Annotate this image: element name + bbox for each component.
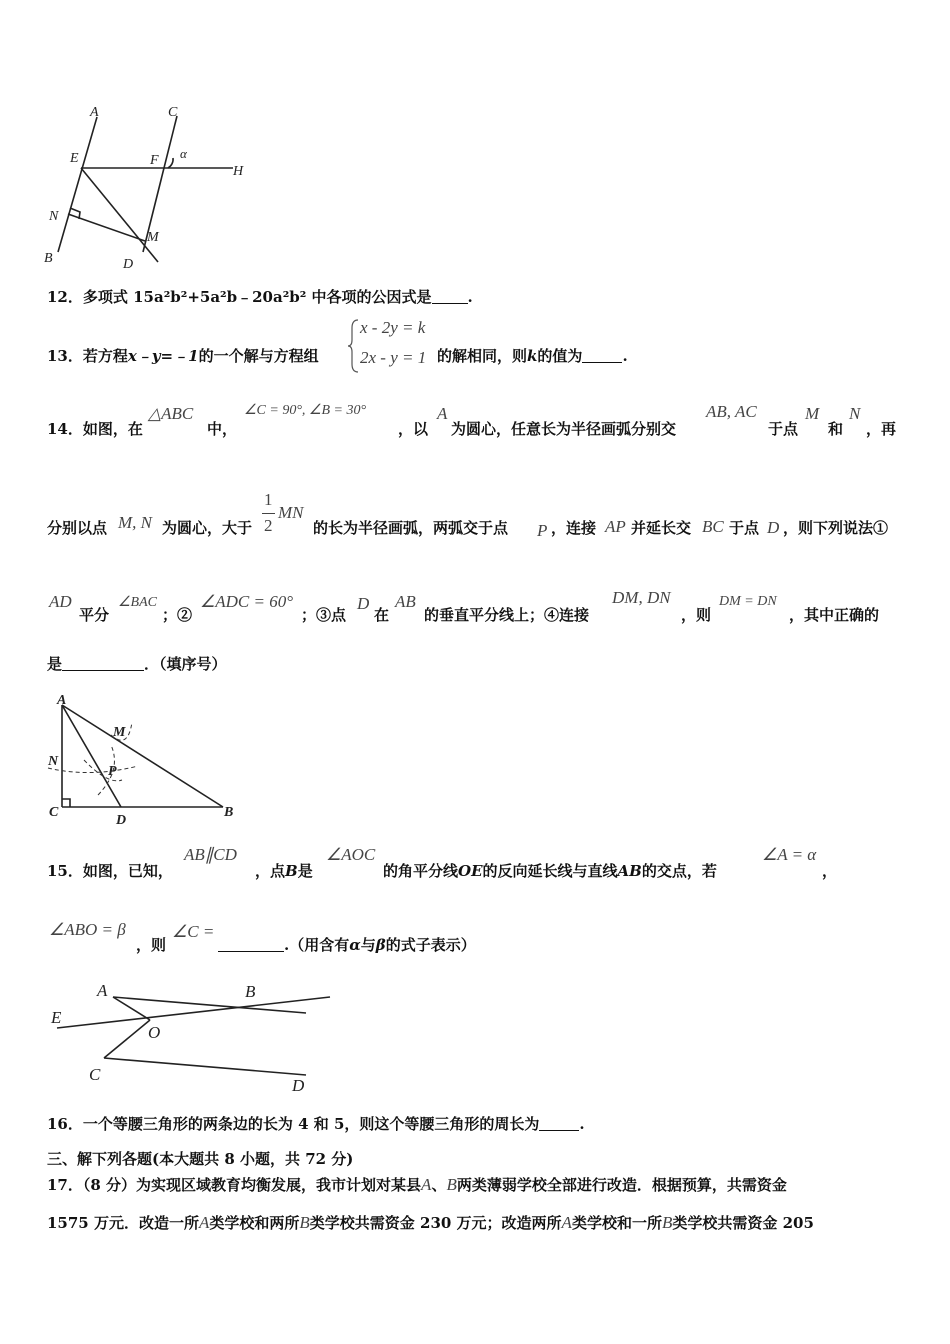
q13-k: k xyxy=(527,347,538,365)
q14-number: 14．如图，在 xyxy=(47,420,143,438)
q14-text-shi: 是 xyxy=(47,655,63,673)
q14-angle-adc: ∠ADC = 60° xyxy=(200,592,294,611)
q14-text-zai2: 在 xyxy=(374,606,390,624)
q17-class-b: B xyxy=(446,1175,457,1194)
q14-dm-eq-dn: DM = DN xyxy=(719,594,777,609)
fig1-label-m: M xyxy=(147,230,159,245)
q12-number: 12． xyxy=(47,288,83,306)
q16-answer-blank[interactable] xyxy=(539,1116,579,1131)
fig3-label-a: A xyxy=(97,981,108,1000)
fig3-label-b: B xyxy=(245,982,256,1001)
figure-right-triangle xyxy=(40,690,250,830)
q14-text-zhong: 中， xyxy=(207,420,238,438)
q13-tail xyxy=(437,345,628,366)
fig2-label-b: B xyxy=(224,805,234,820)
fig1-label-f: F xyxy=(150,153,159,168)
q16-end: . xyxy=(579,1115,585,1133)
fig1-label-n: N xyxy=(49,209,59,224)
q14-text-correct: ，其中正确的 xyxy=(789,606,880,624)
q14-point-d2: D xyxy=(357,594,370,613)
q17-class-a2: A xyxy=(198,1213,210,1232)
q14-ab-ac: AB, AC xyxy=(706,402,757,421)
q14-text-pingfen: 平分 xyxy=(79,606,110,624)
q17-class-a: A xyxy=(421,1175,432,1194)
q14-text-yudian: 于点 xyxy=(768,420,799,438)
q15-angle-aoc: ∠AOC xyxy=(326,845,376,864)
q13-post2: 的值为 xyxy=(537,347,583,365)
q14-angles: ∠C = 90°, ∠B = 30° xyxy=(244,403,367,418)
q14-frac-den: 2 xyxy=(264,516,273,535)
q16-number: 16． xyxy=(47,1115,83,1133)
q14-point-n: N xyxy=(849,404,861,423)
q15-tail: .（用含有α与β的式子表示） xyxy=(218,934,476,955)
q14-frac-bar xyxy=(262,513,275,514)
q15-text-ze: ，则 xyxy=(136,936,167,954)
q14-frac-num: 1 xyxy=(264,490,273,509)
q14-text-line2g: ，则下列说法① xyxy=(783,519,889,537)
q17-class-b2: B xyxy=(299,1213,310,1232)
q15-angle-abo: ∠ABO = β xyxy=(49,920,126,939)
q14-points-mn: M, N xyxy=(118,513,152,532)
q16-text: 一个等腰三角形的两条边的长为 4 和 5，则这个等腰三角形的周长为 xyxy=(82,1115,540,1133)
q17-text-2c: 类学校共需资金 230 万元；改造两所 xyxy=(309,1214,562,1232)
q13-answer-blank[interactable] xyxy=(582,348,622,363)
q14-text-arc: 为圆心，任意长为半径画弧分别交 xyxy=(451,420,677,438)
q12-text: 多项式 15a²b²+5a²b﹣20a²b² 中各项的公因式是 xyxy=(82,288,432,306)
q12-answer-blank[interactable] xyxy=(432,289,468,304)
q14-text-line2e: 并延长交 xyxy=(631,519,692,537)
q15-number: 15．如图，已知， xyxy=(47,862,173,880)
q13-end: . xyxy=(622,347,628,365)
q17-text-2a: 1575 万元．改造一所 xyxy=(47,1214,199,1232)
q15-comma: ， xyxy=(822,862,838,880)
q14-dm-dn: DM, DN xyxy=(612,588,671,607)
q14-text-line2b: 为圆心，大于 xyxy=(162,519,253,537)
fig1-label-e: E xyxy=(70,151,79,166)
q14-answer-blank[interactable] xyxy=(62,656,144,671)
q17-line1 xyxy=(47,1174,787,1195)
fig2-label-a: A xyxy=(57,693,67,708)
q17-class-a3: A xyxy=(561,1213,572,1232)
q15-angle-a-alpha: ∠A = α xyxy=(762,845,817,864)
q17-text-2e: 类学校共需资金 205 xyxy=(672,1214,814,1232)
q14-text-line2f: 于点 xyxy=(729,519,760,537)
fig3-label-o: O xyxy=(148,1023,161,1042)
q14-seg-ap: AP xyxy=(605,517,626,536)
q15-answer-blank[interactable] xyxy=(218,937,284,952)
fig1-label-d: D xyxy=(123,257,134,272)
q13-system-eq2: 2x - y = 1 xyxy=(360,348,427,367)
q12-end: . xyxy=(467,288,473,306)
fig1-label-b: B xyxy=(44,251,53,266)
fig2-label-c: C xyxy=(49,805,59,820)
q17-text-2b: 类学校和两所 xyxy=(209,1214,300,1232)
q14-point-p: P xyxy=(537,521,548,540)
q13-post: 的解相同，则 xyxy=(437,347,528,365)
q14-frac-var: MN xyxy=(278,503,304,522)
fig1-label-alpha: α xyxy=(180,146,187,161)
fig2-label-p: P xyxy=(108,764,117,779)
q13-system-brace xyxy=(348,318,360,378)
q14-angle-bac: ∠BAC xyxy=(118,595,157,610)
q15-text-bisector: 的角平分线OE的反向延长线与直线AB的交点，若 xyxy=(383,862,717,880)
q14-text-item4: 的垂直平分线上；④连接 xyxy=(424,606,590,624)
q15-parallel: AB∥CD xyxy=(184,845,237,864)
q17-text-1b: 两类薄弱学校全部进行改造．根据预算，共需资金 xyxy=(456,1176,787,1194)
q14-seg-bc: BC xyxy=(702,517,724,536)
q13-pre: 若方程 xyxy=(82,347,128,365)
q14-text-zai: ，再 xyxy=(866,420,897,438)
q14-ad: AD xyxy=(49,592,72,611)
fig2-label-m: M xyxy=(113,725,126,740)
section-3-title: 三、解下列各题(本大题共 8 小题，共 72 分) xyxy=(47,1150,354,1168)
fig2-label-d: D xyxy=(116,813,127,828)
q14-text-line2d: ，连接 xyxy=(551,519,597,537)
q14-point-m: M xyxy=(805,404,820,423)
figure-parallel-lines xyxy=(40,100,260,275)
q14-line4 xyxy=(47,653,227,674)
question-13 xyxy=(47,345,319,366)
figure-parallel-bisector xyxy=(45,975,340,1100)
q14-text-line2c: 的长为半径画弧，两弧交于点 xyxy=(313,519,509,537)
q14-point-d: D xyxy=(767,518,780,537)
fig3-label-c: C xyxy=(89,1065,101,1084)
q15-angle-c: ∠C = xyxy=(172,922,215,941)
fig1-label-a: A xyxy=(90,105,99,120)
q14-text-item2: ；② xyxy=(162,606,193,624)
q14-text-ze: ，则 xyxy=(681,606,712,624)
q14-text-fill: ．（填序号） xyxy=(144,655,227,673)
q13-mid: 的一个解与方程组 xyxy=(198,347,319,365)
q14-text-he: 和 xyxy=(828,420,844,438)
fig1-label-c: C xyxy=(168,105,178,120)
q14-triangle: △ABC xyxy=(148,404,194,423)
q17-line2 xyxy=(47,1212,814,1233)
q13-equation: x﹣y=﹣1 xyxy=(127,347,199,365)
q15-text-dian: ，点B是 xyxy=(255,862,313,880)
q14-point-a: A xyxy=(437,404,448,423)
fig3-label-d: D xyxy=(292,1076,305,1095)
q13-number: 13． xyxy=(47,347,83,365)
q13-system-eq1: x - 2y = k xyxy=(360,318,426,337)
fig3-label-e: E xyxy=(51,1008,62,1027)
q14-seg-ab: AB xyxy=(395,592,416,611)
fig1-label-h: H xyxy=(233,164,244,179)
q17-number: 17． xyxy=(47,1176,83,1194)
question-16 xyxy=(47,1113,585,1134)
q17-text-2d: 类学校和一所 xyxy=(571,1214,662,1232)
q14-text-yi: ，以 xyxy=(398,420,429,438)
q14-text-line2a: 分别以点 xyxy=(47,519,108,537)
q14-text-item3: ；③点 xyxy=(301,606,347,624)
fig2-label-n: N xyxy=(48,754,59,769)
q17-sep: 、 xyxy=(431,1176,447,1194)
brace-icon xyxy=(348,318,360,374)
question-12 xyxy=(47,286,473,307)
q17-text-1a: （8 分）为实现区域教育均衡发展，我市计划对某县 xyxy=(82,1176,422,1194)
q17-class-b3: B xyxy=(661,1213,673,1232)
